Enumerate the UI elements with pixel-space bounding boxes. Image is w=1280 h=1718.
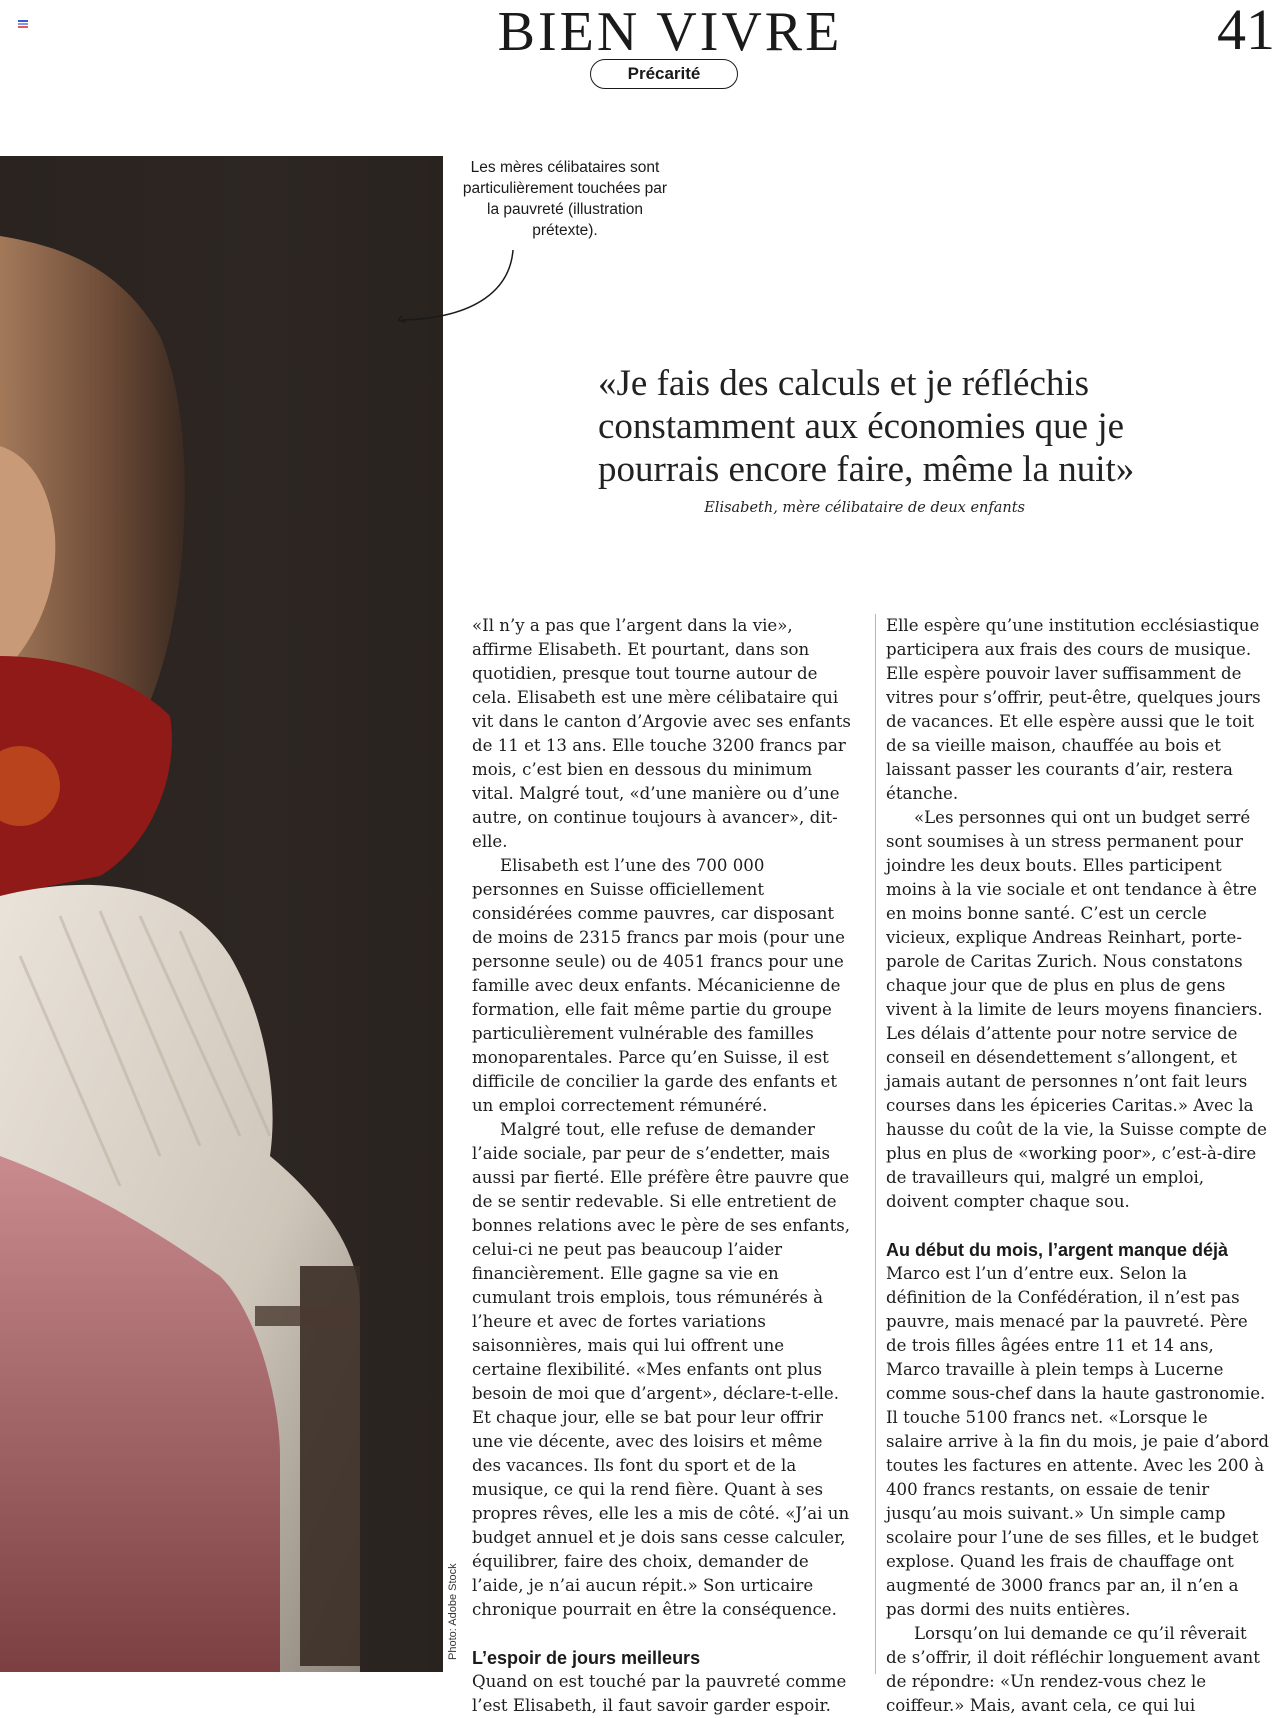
photo-credit: Photo: Adobe Stock — [447, 1563, 459, 1660]
article-column-right — [886, 614, 1269, 1718]
subheading: L’espoir de jours meilleurs — [472, 1648, 701, 1668]
section-title: BIEN VIVRE — [497, 1, 843, 63]
column-divider — [875, 614, 876, 1674]
article-photo — [0, 156, 443, 1672]
page-number: 41 — [1217, 0, 1275, 62]
menu-icon[interactable] — [18, 20, 28, 28]
photo-illustration — [0, 156, 443, 1672]
paragraph: Malgré tout, elle refuse de demander l’aide sociale, par peur de s’endetter, mais aussi par fierté. Elle préfère être pauvre que de se sentir redevable. Si elle entretient de bonnes relations avec le père de ses enfants, celui-ci ne peut pas beaucoup l’aider financièrement. Elle gagne sa vie en cumulant trois emplois, tous rémunérés à l’heure et avec de fortes variations saisonnières, mais qui lui offrent une certaine flexibilité. «Mes enfants ont plus besoin de moi que d’argent», déclare-t-elle. Et chaque jour, elle se bat pour leur offrir une vie décente, avec des loisirs et même des vacances. Ils font du sport et de la musique, ce qui la rend fière. Quant à ses propres rêves, elle les a mis de côté. «J’ai un budget annuel et je dois sans cesse calculer, équilibrer, faire des choix, demander de l’aide, je n’ai aucun répit.» Son urticaire chronique pourrait en être la conséquence. — [472, 1120, 851, 1619]
subheading: Au début du mois, l’argent manque déjà — [886, 1240, 1229, 1260]
paragraph: Elle espère qu’une institution ecclésiastique participera aux frais des cours de musique. Elle espère pouvoir laver suffisamment de vitres pour s’offrir, peut-être, quelques jours de vacances. Et elle espère aussi que le toit de sa vieille maison, chauffée au bois et laissant passer les courants d’air, restera étanche. — [886, 616, 1261, 803]
pull-quote: «Je fais des calculs et je réfléchis constamment aux économies que je pourrais encore faire, même la nuit» — [598, 363, 1135, 490]
paragraph: Elisabeth est l’une des 700 000 personnes en Suisse officiellement considérées comme pauvres, car disposant de moins de 2315 francs par mois (pour une personne seule) ou de 4051 francs pour une famille avec deux enfants. Mécanicienne de formation, elle fait même partie du groupe particulièrement vulnérable des familles monoparentales. Parce qu’en Suisse, il est difficile de concilier la garde des enfants et un emploi correctement rémunéré. — [472, 856, 845, 1115]
paragraph: «Il n’y a pas que l’argent dans la vie», affirme Elisabeth. Et pourtant, dans son quotidien, presque tout tourne autour de cela. Elisabeth est une mère célibataire qui vit dans le canton d’Argovie avec ses enfants de 11 et 13 ans. Elle touche 3200 francs par mois, c’est bien en dessous du minimum vital. Malgré tout, «d’une manière ou d’une autre, on continue toujours à avancer», dit-elle. — [472, 616, 851, 851]
caption-arrow-icon — [398, 248, 518, 328]
article-column-left — [472, 614, 855, 1718]
paragraph: Lorsqu’on lui demande ce qu’il rêverait de s’offrir, il doit réfléchir longuement avant de répondre: «Un rendez-vous chez le coiffeur.» Mais, avant cela, ce qui lui — [886, 1624, 1260, 1715]
paragraph: «Les personnes qui ont un budget serré sont soumises à un stress permanent pour joindre les deux bouts. Elles participent moins à la vie sociale et ont tendance à être en moins bonne santé. C’est un cercle vicieux, explique Andreas Reinhart, porte-parole de Caritas Zurich. Nous constatons chaque jour que de plus en plus de gens vivent à la limite de leurs moyens financiers. Les délais d’attente pour notre service de conseil en désendettement s’allongent, et jamais autant de personnes n’ont fait leurs courses dans les épiceries Caritas.» Avec la hausse du coût de la vie, la Suisse compte de plus en plus de «working poor», c’est-à-dire de travailleurs qui, malgré un emploi, doivent compter chaque sou. — [886, 808, 1267, 1211]
rubric-badge: Précarité — [590, 59, 738, 89]
quote-attribution: Elisabeth, mère célibataire de deux enfants — [704, 500, 1025, 516]
photo-caption: Les mères célibataires sont particulièrement touchées par la pauvreté (illustration prétexte). — [462, 159, 668, 239]
paragraph: Marco est l’un d’entre eux. Selon la définition de la Confédération, il n’est pas pauvre, mais menacé par la pauvreté. Père de trois filles âgées entre 11 et 14 ans, Marco travaille à plein temps à Lucerne comme sous-chef dans la haute gastronomie. Il touche 5100 francs net. «Lorsque le salaire arrive à la fin du mois, je paie d’abord toutes les factures en attente. Avec les 200 à 400 francs restants, on essaie de tenir jusqu’au mois suivant.» Un simple camp scolaire pour l’une de ses filles, et le budget explose. Quand les frais de chauffage ont augmenté de 3000 francs par an, il n’en a pas dormi des nuits entières. — [886, 1264, 1269, 1619]
paragraph: Quand on est touché par la pauvreté comme l’est Elisabeth, il faut savoir garder espoir. — [472, 1672, 847, 1715]
